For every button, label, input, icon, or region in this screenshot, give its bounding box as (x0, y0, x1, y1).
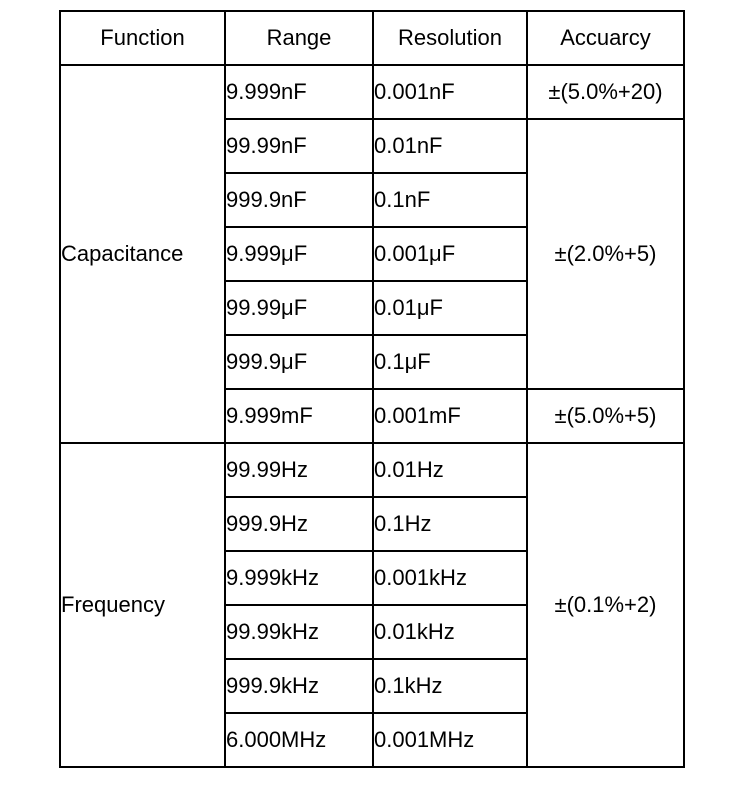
resolution-cell: 0.01Hz (373, 443, 527, 497)
resolution-cell: 0.001nF (373, 65, 527, 119)
header-resolution: Resolution (373, 11, 527, 65)
resolution-cell: 0.1nF (373, 173, 527, 227)
range-cell: 9.999mF (225, 389, 373, 443)
range-cell: 9.999nF (225, 65, 373, 119)
resolution-cell: 0.01μF (373, 281, 527, 335)
function-frequency: Frequency (60, 443, 225, 767)
range-cell: 9.999μF (225, 227, 373, 281)
header-row (60, 11, 684, 65)
range-cell: 99.99μF (225, 281, 373, 335)
accuracy-cell: ±(5.0%+5) (527, 389, 684, 443)
spec-table (59, 10, 685, 768)
accuracy-cell: ±(0.1%+2) (527, 443, 684, 767)
header-range: Range (225, 11, 373, 65)
accuracy-cell: ±(5.0%+20) (527, 65, 684, 119)
table-row (60, 443, 684, 497)
resolution-cell: 0.01nF (373, 119, 527, 173)
resolution-cell: 0.001kHz (373, 551, 527, 605)
range-cell: 99.99Hz (225, 443, 373, 497)
resolution-cell: 0.001μF (373, 227, 527, 281)
header-accuracy: Accuarcy (527, 11, 684, 65)
resolution-cell: 0.1Hz (373, 497, 527, 551)
range-cell: 999.9kHz (225, 659, 373, 713)
range-cell: 999.9nF (225, 173, 373, 227)
range-cell: 9.999kHz (225, 551, 373, 605)
resolution-cell: 0.001mF (373, 389, 527, 443)
resolution-cell: 0.1μF (373, 335, 527, 389)
header-function: Function (60, 11, 225, 65)
range-cell: 99.99nF (225, 119, 373, 173)
accuracy-cell: ±(2.0%+5) (527, 119, 684, 389)
range-cell: 999.9Hz (225, 497, 373, 551)
function-capacitance: Capacitance (60, 65, 225, 443)
resolution-cell: 0.001MHz (373, 713, 527, 767)
resolution-cell: 0.01kHz (373, 605, 527, 659)
table-row (60, 65, 684, 119)
range-cell: 99.99kHz (225, 605, 373, 659)
range-cell: 999.9μF (225, 335, 373, 389)
resolution-cell: 0.1kHz (373, 659, 527, 713)
range-cell: 6.000MHz (225, 713, 373, 767)
